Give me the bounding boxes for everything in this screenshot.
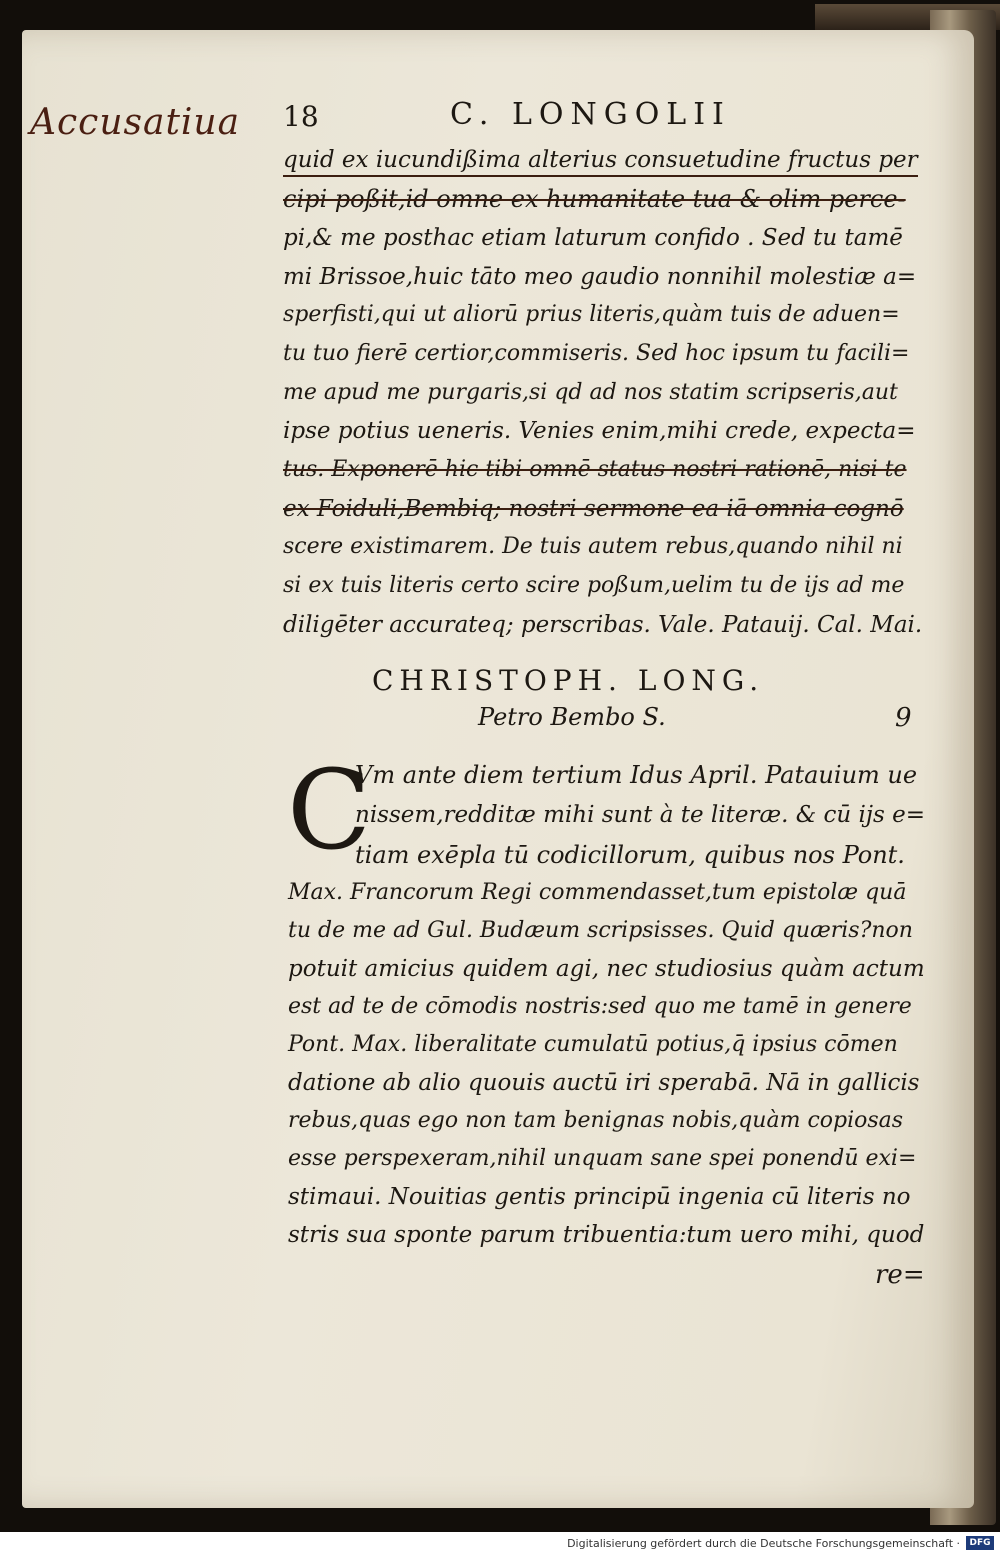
letter-recipient: Petro Bembo S. <box>478 703 666 731</box>
text-line: Max. Francorum Regi commendasset,tum epistolæ quā <box>288 880 907 905</box>
text-line: mi Brissoe,huic tāto meo gaudio nonnihil molestiæ a= <box>283 264 917 290</box>
letter-number: 9 <box>895 703 912 733</box>
text-line: ipse potius ueneris. Venies enim,mihi crede, expecta= <box>283 418 916 444</box>
text-line: tus. Exponerē hic tibi omnē status nostri rationē, nisi te <box>283 457 907 482</box>
text-line: est ad te de cōmodis nostris:sed quo me tamē in genere <box>288 994 912 1019</box>
running-title: C. LONGOLII <box>450 97 731 132</box>
text-line: stris sua sponte parum tribuentia:tum uero mihi, quod <box>288 1222 925 1248</box>
text-line: rebus,quas ego non tam benignas nobis,quàm copiosas <box>288 1108 904 1133</box>
text-line: scere existimarem. De tuis autem rebus,quando nihil ni <box>283 534 903 559</box>
text-line: cipi poßit,id omne ex humanitate tua & olim perce- <box>283 185 906 213</box>
text-line: pi,& me posthac etiam laturum confido . Sed tu tamē <box>283 225 903 251</box>
text-line: potuit amicius quidem agi, nec studiosius quàm actum <box>288 956 925 982</box>
drop-cap: C <box>287 746 372 874</box>
footer-credit: Digitalisierung gefördert durch die Deutsche Forschungsgemeinschaft · <box>567 1537 960 1550</box>
text-line: me apud me purgaris,si qd ad nos statim scripseris,aut <box>283 380 898 405</box>
text-line: tu de me ad Gul. Budæum scripsisses. Quid quæris?non <box>288 918 913 943</box>
dfg-logo: DFG <box>966 1536 994 1550</box>
handwritten-marginalia: Accusatiua <box>30 102 241 143</box>
text-line: nissem,redditæ mihi sunt à te literæ. & cū ijs e= <box>355 802 925 828</box>
text-line: tu tuo fierē certior,commiseris. Sed hoc ipsum tu facili= <box>283 341 910 366</box>
text-line: sperfisti,qui ut aliorū prius literis,quàm tuis de aduen= <box>283 302 900 327</box>
text-line: Vm ante diem tertium Idus April. Patauium ue <box>355 761 918 789</box>
text-line: diligēter accurateq; perscribas. Vale. Patauij. Cal. Mai. <box>283 612 923 638</box>
text-line: quid ex iucundißima alterius consuetudine fructus per <box>283 145 918 177</box>
catchword: re= <box>875 1260 925 1290</box>
text-line: Pont. Max. liberalitate cumulatū potius,q̄ ipsius cōmen <box>288 1032 898 1057</box>
footer-bar <box>0 1532 1000 1556</box>
text-line: ex Foiduli,Bembiq; nostri sermone ea iā omnia cognō <box>283 496 904 522</box>
text-line: stimaui. Nouitias gentis principū ingenia cū literis no <box>288 1184 911 1210</box>
text-line: tiam exēpla tū codicillorum, quibus nos Pont. <box>355 841 905 869</box>
text-line: datione ab alio quouis auctū iri sperabā. Nā in gallicis <box>288 1070 920 1096</box>
letter-title: CHRISTOPH. LONG. <box>372 664 765 697</box>
page-number: 18 <box>283 100 319 133</box>
text-line: si ex tuis literis certo scire poßum,uelim tu de ijs ad me <box>283 573 905 598</box>
text-line: esse perspexeram,nihil unquam sane spei ponendū exi= <box>288 1146 917 1171</box>
